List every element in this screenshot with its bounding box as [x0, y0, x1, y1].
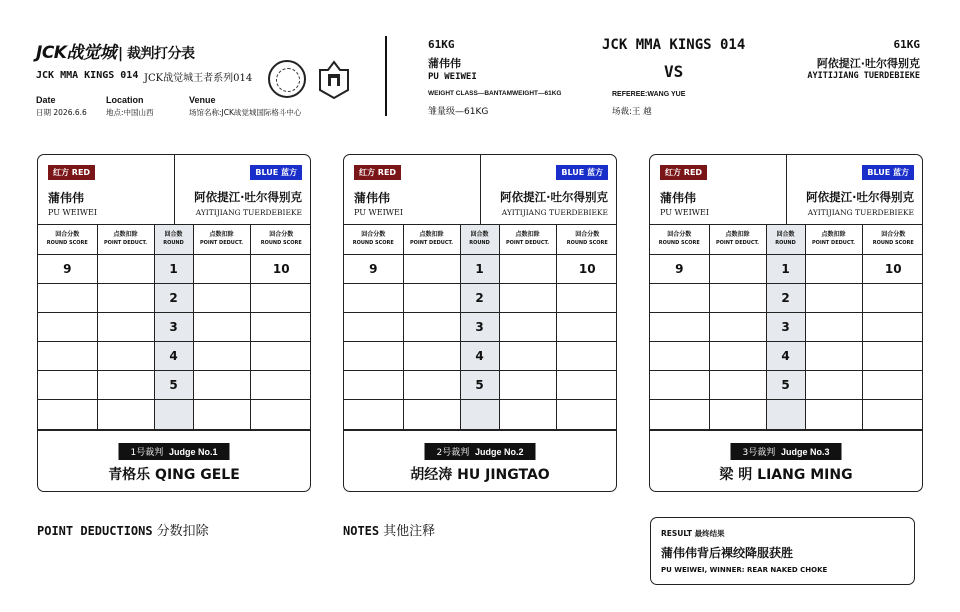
red-point-deduct-cell[interactable]	[709, 342, 766, 371]
round-number-cell: 2	[460, 283, 499, 312]
head-divider	[786, 155, 787, 225]
blue-point-deduct-cell[interactable]	[193, 400, 250, 429]
red-round-score-cell[interactable]	[344, 342, 403, 371]
result-box	[650, 517, 915, 585]
score-grid	[38, 225, 311, 430]
judge-number-badge: 3号裁判 Judge No.3	[731, 443, 842, 460]
red-round-score-cell[interactable]	[38, 283, 97, 312]
red-round-score-cell[interactable]	[650, 312, 709, 341]
vs-label: VS	[664, 62, 684, 81]
red-round-score-cell[interactable]: 9	[344, 254, 403, 283]
red-point-deduct-cell[interactable]	[97, 342, 154, 371]
red-corner-badge: 红方 RED	[660, 165, 707, 180]
red-point-deduct-cell[interactable]	[709, 371, 766, 400]
blue-round-score-cell[interactable]: 10	[862, 254, 923, 283]
blue-point-deduct-cell[interactable]	[499, 254, 556, 283]
red-point-deduct-cell[interactable]	[403, 254, 460, 283]
blue-fighter-name-cn: 阿依提江·吐尔得别克	[194, 190, 302, 204]
red-round-score-cell[interactable]	[344, 371, 403, 400]
blue-fighter-name-en: AYITIJIANG TUERDEBIEKE	[807, 71, 920, 81]
red-round-score-cell[interactable]: 9	[38, 254, 97, 283]
red-fighter-name-en: PU WEIWEI	[48, 208, 97, 217]
red-point-deduct-cell[interactable]	[709, 312, 766, 341]
point-deductions-label: POINT DEDUCTIONS 分数扣除	[37, 524, 209, 539]
result-text-en: PU WEIWEI, WINNER: REAR NAKED CHOKE	[661, 566, 828, 574]
card-header	[650, 155, 922, 225]
red-round-score-cell[interactable]	[38, 342, 97, 371]
col-round-score-red: 回合分数 ROUND SCORE	[650, 225, 709, 254]
blue-point-deduct-cell[interactable]	[193, 342, 250, 371]
red-point-deduct-cell[interactable]	[709, 400, 766, 429]
col-point-deduct-blue: 点数扣除 POINT DEDUCT.	[193, 225, 250, 254]
col-point-deduct-red: 点数扣除 POINT DEDUCT.	[97, 225, 154, 254]
blue-round-score-cell[interactable]	[862, 342, 923, 371]
blue-round-score-cell[interactable]	[862, 400, 923, 429]
blue-point-deduct-cell[interactable]	[805, 254, 862, 283]
blue-round-score-cell[interactable]: 10	[556, 254, 617, 283]
red-point-deduct-cell[interactable]	[97, 400, 154, 429]
judge-footer	[650, 430, 922, 492]
blue-round-score-cell[interactable]	[250, 371, 311, 400]
red-point-deduct-cell[interactable]	[403, 371, 460, 400]
score-row	[344, 342, 617, 371]
referee-en: REFEREE:WANG YUE	[612, 91, 686, 98]
red-round-score-cell[interactable]	[344, 312, 403, 341]
col-round-score-blue: 回合分数 ROUND SCORE	[250, 225, 311, 254]
red-point-deduct-cell[interactable]	[97, 283, 154, 312]
blue-round-score-cell[interactable]	[556, 342, 617, 371]
blue-point-deduct-cell[interactable]	[805, 371, 862, 400]
blue-point-deduct-cell[interactable]	[499, 400, 556, 429]
red-round-score-cell[interactable]	[38, 400, 97, 429]
red-corner-badge: 红方 RED	[354, 165, 401, 180]
round-number-cell: 5	[460, 371, 499, 400]
judge-footer	[344, 430, 616, 492]
score-row	[38, 342, 311, 371]
score-row	[344, 254, 617, 283]
blue-point-deduct-cell[interactable]	[193, 254, 250, 283]
blue-point-deduct-cell[interactable]	[499, 371, 556, 400]
round-number-cell: 4	[766, 342, 805, 371]
blue-round-score-cell[interactable]	[250, 312, 311, 341]
red-point-deduct-cell[interactable]	[403, 400, 460, 429]
round-number-cell: 5	[154, 371, 193, 400]
venue-label: Venue	[189, 95, 216, 105]
score-grid	[650, 225, 923, 430]
result-label: RESULT 最终结果	[661, 529, 725, 538]
col-point-deduct-blue: 点数扣除 POINT DEDUCT.	[499, 225, 556, 254]
venue-value: 场馆名称:JCK战觉城国际格斗中心	[189, 108, 302, 117]
blue-round-score-cell[interactable]	[250, 400, 311, 429]
round-number-cell: 2	[154, 283, 193, 312]
score-grid	[344, 225, 617, 430]
red-weight: 61KG	[428, 38, 455, 51]
red-round-score-cell[interactable]	[650, 371, 709, 400]
blue-round-score-cell[interactable]	[862, 371, 923, 400]
round-number-cell: 5	[766, 371, 805, 400]
judge-footer	[38, 430, 310, 492]
judge-number-badge: 1号裁判 Judge No.1	[119, 443, 230, 460]
notes-label: NOTES 其他注释	[343, 524, 436, 539]
score-row	[38, 371, 311, 400]
red-point-deduct-cell[interactable]	[403, 342, 460, 371]
judge-number-badge: 2号裁判 Judge No.2	[425, 443, 536, 460]
blue-point-deduct-cell[interactable]	[193, 371, 250, 400]
col-round-score-blue: 回合分数 ROUND SCORE	[556, 225, 617, 254]
blue-point-deduct-cell[interactable]	[193, 312, 250, 341]
round-number-cell: 4	[154, 342, 193, 371]
col-round-score-blue: 回合分数 ROUND SCORE	[862, 225, 923, 254]
blue-round-score-cell[interactable]	[250, 283, 311, 312]
red-point-deduct-cell[interactable]	[97, 254, 154, 283]
round-number-cell: 4	[460, 342, 499, 371]
sheet-title: | 裁判打分表	[117, 46, 195, 62]
score-row	[650, 254, 923, 283]
weight-class: WEIGHT CLASS—BANTAMWEIGHT—61KG	[428, 90, 562, 97]
location-label: Location	[106, 95, 144, 105]
judge-name: 梁 明 LIANG MING	[719, 467, 853, 483]
red-round-score-cell[interactable]: 9	[650, 254, 709, 283]
blue-fighter-name-en: AYITIJIANG TUERDEBIEKE	[501, 208, 608, 217]
card-header	[38, 155, 310, 225]
col-point-deduct-blue: 点数扣除 POINT DEDUCT.	[805, 225, 862, 254]
federation-seal-icon	[268, 60, 306, 98]
round-number-cell	[460, 400, 499, 429]
blue-round-score-cell[interactable]	[862, 312, 923, 341]
blue-point-deduct-cell[interactable]	[805, 400, 862, 429]
blue-fighter-name-cn: 阿依提江·吐尔得别克	[500, 190, 608, 204]
col-point-deduct-red: 点数扣除 POINT DEDUCT.	[403, 225, 460, 254]
blue-weight: 61KG	[893, 38, 920, 51]
blue-point-deduct-cell[interactable]	[499, 312, 556, 341]
col-round-score-red: 回合分数 ROUND SCORE	[38, 225, 97, 254]
blue-point-deduct-cell[interactable]	[805, 312, 862, 341]
red-point-deduct-cell[interactable]	[709, 254, 766, 283]
score-row	[38, 312, 311, 341]
col-round: 回合数 ROUND	[460, 225, 499, 254]
blue-point-deduct-cell[interactable]	[193, 283, 250, 312]
blue-corner-badge: BLUE 蓝方	[556, 165, 608, 180]
blue-round-score-cell[interactable]	[862, 283, 923, 312]
blue-point-deduct-cell[interactable]	[499, 283, 556, 312]
red-corner-badge: 红方 RED	[48, 165, 95, 180]
score-row	[650, 342, 923, 371]
red-point-deduct-cell[interactable]	[403, 312, 460, 341]
red-point-deduct-cell[interactable]	[97, 312, 154, 341]
score-row	[650, 283, 923, 312]
blue-point-deduct-cell[interactable]	[499, 342, 556, 371]
score-row	[344, 400, 617, 429]
blue-round-score-cell[interactable]	[556, 312, 617, 341]
round-number-cell: 3	[460, 312, 499, 341]
red-round-score-cell[interactable]	[650, 400, 709, 429]
judge-card-3	[649, 154, 923, 492]
judge-card-2	[343, 154, 617, 492]
red-point-deduct-cell[interactable]	[403, 283, 460, 312]
red-round-score-cell[interactable]	[38, 312, 97, 341]
round-number-cell	[766, 400, 805, 429]
red-fighter-name-en: PU WEIWEI	[354, 208, 403, 217]
blue-point-deduct-cell[interactable]	[805, 342, 862, 371]
judge-name: 胡经涛 HU JINGTAO	[410, 467, 550, 483]
red-fighter-name-cn: 蒲伟伟	[48, 191, 85, 205]
col-round-score-red: 回合分数 ROUND SCORE	[344, 225, 403, 254]
jck-logo: JCK战觉城 | 裁判打分表	[36, 43, 195, 63]
blue-fighter-name-cn: 阿依提江·吐尔得别克	[816, 57, 920, 70]
round-number-cell: 1	[766, 254, 805, 283]
red-fighter-name-cn: 蒲伟伟	[428, 57, 461, 70]
score-row	[38, 283, 311, 312]
blue-corner-badge: BLUE 蓝方	[862, 165, 914, 180]
judge-card-1	[37, 154, 311, 492]
blue-round-score-cell[interactable]	[250, 342, 311, 371]
judge-name: 青格乐 QING GELE	[108, 467, 240, 483]
score-row	[344, 371, 617, 400]
blue-fighter-name-en: AYITIJIANG TUERDEBIEKE	[807, 208, 914, 217]
blue-fighter-name-en: AYITIJIANG TUERDEBIEKE	[195, 208, 302, 217]
score-header-row	[38, 225, 311, 254]
result-text-cn: 蒲伟伟背后裸绞降服获胜	[661, 546, 794, 560]
red-fighter-name-cn: 蒲伟伟	[354, 191, 391, 205]
date-label: Date	[36, 95, 56, 105]
castle-emblem-icon	[316, 60, 352, 100]
score-row	[38, 254, 311, 283]
red-point-deduct-cell[interactable]	[709, 283, 766, 312]
blue-round-score-cell[interactable]	[556, 371, 617, 400]
card-header	[344, 155, 616, 225]
blue-corner-badge: BLUE 蓝方	[250, 165, 302, 180]
date-value: 日期 2026.6.6	[36, 108, 87, 117]
red-round-score-cell[interactable]	[344, 283, 403, 312]
round-number-cell	[154, 400, 193, 429]
score-header-row	[650, 225, 923, 254]
blue-fighter-name-cn: 阿依提江·吐尔得别克	[806, 190, 914, 204]
bout-title: JCK MMA KINGS 014	[602, 37, 746, 53]
round-number-cell: 3	[766, 312, 805, 341]
round-number-cell: 1	[154, 254, 193, 283]
head-divider	[174, 155, 175, 225]
blue-round-score-cell[interactable]	[556, 400, 617, 429]
red-fighter-name-en: PU WEIWEI	[660, 208, 709, 217]
red-round-score-cell[interactable]	[650, 342, 709, 371]
red-fighter-name-cn: 蒲伟伟	[660, 191, 697, 205]
round-number-cell: 2	[766, 283, 805, 312]
red-fighter-name-en: PU WEIWEI	[428, 72, 477, 82]
blue-point-deduct-cell[interactable]	[805, 283, 862, 312]
col-round: 回合数 ROUND	[154, 225, 193, 254]
blue-round-score-cell[interactable]	[556, 283, 617, 312]
score-header-row	[344, 225, 617, 254]
round-number-cell: 1	[460, 254, 499, 283]
score-row	[650, 371, 923, 400]
location-value: 地点:中国山西	[106, 108, 154, 117]
weight-class-cn: 雏量级—61KG	[428, 107, 489, 117]
score-row	[650, 312, 923, 341]
score-row	[344, 312, 617, 341]
score-row	[344, 283, 617, 312]
red-round-score-cell[interactable]	[38, 371, 97, 400]
event-name-en: JCK MMA KINGS 014	[36, 70, 139, 81]
referee-cn: 场裁:王 越	[612, 107, 652, 117]
blue-round-score-cell[interactable]: 10	[250, 254, 311, 283]
header-divider	[385, 36, 387, 116]
red-round-score-cell[interactable]	[650, 283, 709, 312]
col-point-deduct-red: 点数扣除 POINT DEDUCT.	[709, 225, 766, 254]
event-name-cn: JCK战觉城王者系列014	[144, 73, 253, 84]
red-round-score-cell[interactable]	[344, 400, 403, 429]
col-round: 回合数 ROUND	[766, 225, 805, 254]
head-divider	[480, 155, 481, 225]
round-number-cell: 3	[154, 312, 193, 341]
score-row	[650, 400, 923, 429]
score-row	[38, 400, 311, 429]
red-point-deduct-cell[interactable]	[97, 371, 154, 400]
